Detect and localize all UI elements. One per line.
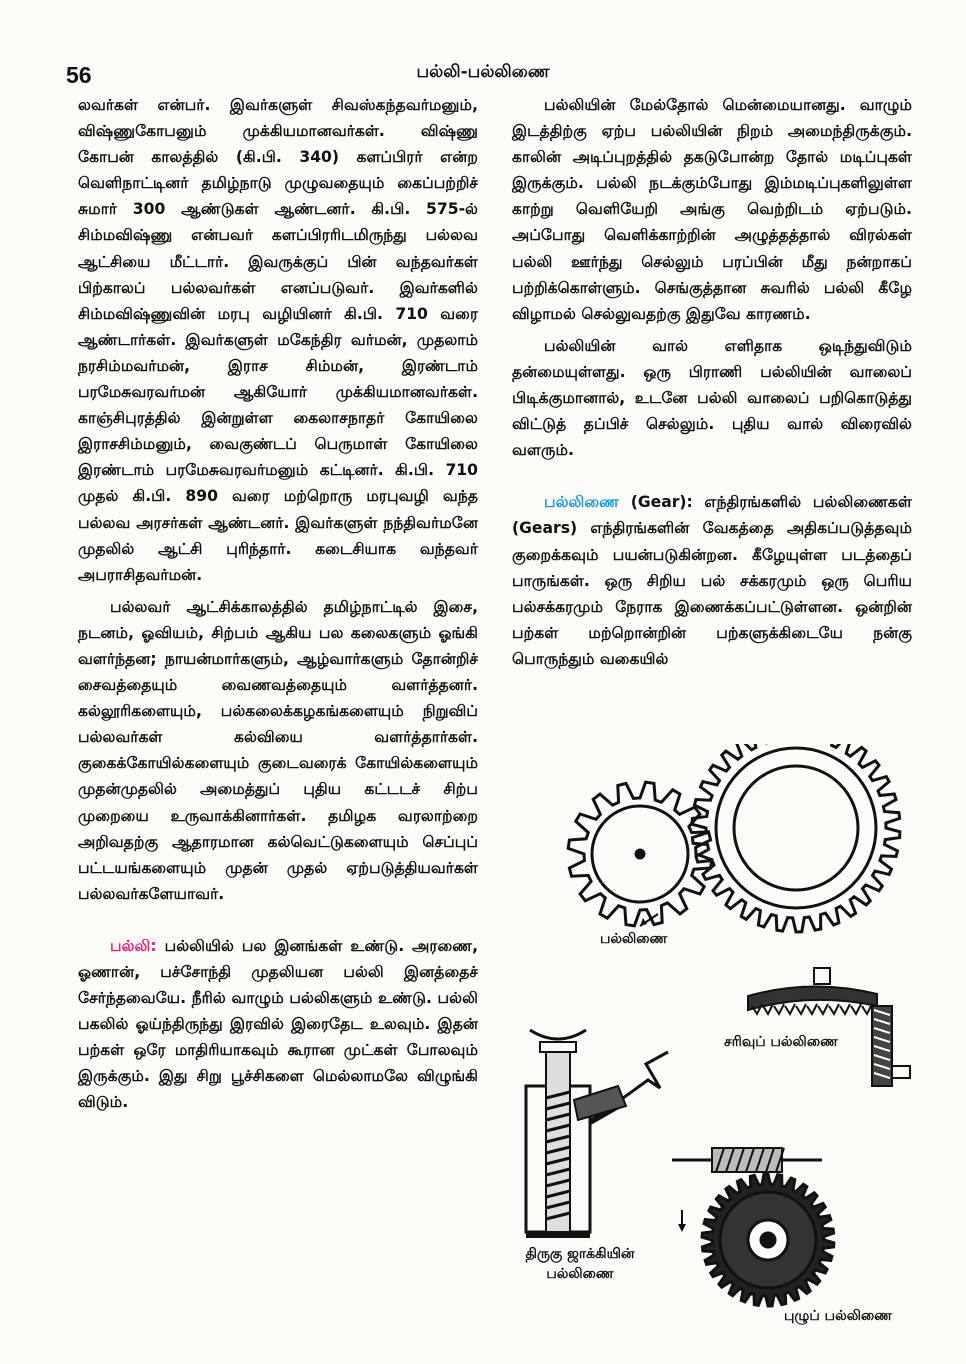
left-column — [78, 92, 478, 1116]
running-head: பல்லி-பல்லிணை — [416, 62, 550, 82]
gear-plural: பல்லிணைகள் (Gears) — [512, 493, 912, 538]
worm-gear-illustration — [672, 1138, 852, 1308]
paragraph: பல்லியின் மேல்தோல் மென்மையானது. வாழும் இடத்திற்கு ஏற்ப பல்லியின் நிறம் அமைந்திருக்கும். காலின் அடிப்புறத்தில் தகடுபோன்ற தோல் மடிப்புகள் இருக்கும். பல்லி நடக்கும்போது இம்மடிப்புகளிலுள்ள காற்று வெளியேறி அங்கு வெற்றிடம் ஏற்படும். அப்போது வெளிக்காற்றின் அழுத்தத்தால் விரல்கள் பல்லி ஊர்ந்து செல்லும் பரப்பின் மீது நன்றாகப் பற்றிக்கொள்ளும். செங்குத்தான சுவரில் பல்லி கீழே விழாமல் செல்லுவதற்கு இதுவே காரணம். — [512, 96, 912, 323]
worm-gear-caption: புழுப் பல்லிணை — [784, 1308, 893, 1324]
bevel-gear-caption: சரிவுப் பல்லிணை — [724, 1034, 838, 1050]
palli-term: பல்லி: — [110, 936, 157, 955]
paragraph: லவர்கள் என்பர். இவர்களுள் சிவஸ்கந்தவர்மனும், விஷ்ணுகோபனும் முக்கியமானவர்கள். விஷ்ணு கோபன் காலத்தில் (கி.பி. 340) களப்பிரர் என்ற வெளிநாட்டினர் தமிழ்நாடு முழுவதையும் கைப்பற்றிச் சுமார் 300 ஆண்டுகள் ஆண்டனர். கி.பி. 575-ல் சிம்மவிஷ்ணு என்பவர் களப்பிரரிடமிருந்து பல்லவ ஆட்சியை மீட்டார். இவருக்குப் பின் வந்தவர்கள் பிற்காலப் பல்லவர்கள் எனப்படுவர். இவர்களில் சிம்மவிஷ்ணுவின் மரபு வழியினர் கி.பி. 710 வரை ஆண்டார்கள். இவர்களுள் மகேந்திர வர்மன், முதலாம் நரசிம்மவர்மன், இராச சிம்மன், இரண்டாம் பரமேசுவரவர்மன் ஆகியோர் முக்கியமானவர்கள். காஞ்சிபுரத்தில் இன்றுள்ள கைலாசநாதர் கோயிலை இராசசிம்மனும், வைகுண்டப் பெருமாள் கோயிலை இரண்டாம் பரமேசுவரவர்மனும் கட்டினர். கி.பி. 710 முதல் கி.பி. 890 வரை மற்றொரு மரபுவழி வந்த பல்லவ அரசர்கள் ஆண்டனர். இவர்களுள் நந்திவர்மனே முதலில் ஆட்சி புரிந்தார். கடைசியாக வந்தவர் அபராசிதவர்மன். — [78, 96, 478, 584]
bevel-gear-illustration — [742, 966, 912, 1096]
page-number: 56 — [66, 62, 92, 88]
palli-text: பல்லியில் பல இனங்கள் உண்டு. அரணை, ஓணான், பச்சோந்தி முதலியன பல்லி இனத்தைச் சேர்ந்தவையே. நீரில் வாழும் பல்லிகளும் உண்டு. பல்லி பகலில் ஓய்ந்திருந்து இரவில் இரைதேட உலவும். இதன் பற்கள் ஒரே மாதிரியாகவும் கூரான முட்கள் போலவும் இருக்கும். இது சிறு பூச்சிகளை மெல்லாமலே விழுங்கி விடும். — [78, 936, 478, 1112]
gear-term: பல்லிணை — [544, 493, 620, 512]
spur-gear-caption: பல்லிணை — [600, 931, 668, 947]
screw-jack-caption — [520, 1244, 640, 1284]
gear-entry — [512, 489, 912, 672]
gear-text: எந்திரங்களில் — [704, 493, 802, 512]
screw-jack-illustration — [518, 1022, 678, 1242]
screw-jack-caption-line1: திருகு ஜாக்கியின் — [525, 1246, 635, 1262]
paragraph: பல்லவர் ஆட்சிக்காலத்தில் தமிழ்நாட்டில் இசை, நடனம், ஓவியம், சிற்பம் ஆகிய பல கலைகளும் ஓங்கி வளர்ந்தன; நாயன்மார்களும், ஆழ்வார்களும் தோன்றிச் சைவத்தையும் வைணவத்தையும் வளர்த்தனர். கல்லூரிகளையும், பல்கலைக்கழகங்களையும் நிறுவிப் பல்லவர்கள் கல்வியை வளர்த்தார்கள். குகைக்கோயில்களையும் குடைவரைக் கோயில்களையும் முதன்முதலில் அமைத்துப் புதிய கட்டடச் சிற்ப முறையை உருவாக்கினார்கள். தமிழக வரலாற்றை அறிவதற்கு ஆதாரமான கல்வெட்டுகளையும் செப்புப் பட்டயங்களையும் முதன் முதல் ஏற்படுத்தியவர்கள் பல்லவர்களேயாவர். — [78, 597, 478, 903]
paragraph: பல்லியின் வால் எளிதாக ஒடிந்துவிடும் தன்மையுள்ளது. ஒரு பிராணி பல்லியின் வாலைப் பிடிக்குமானால், உடனே பல்லி வாலைப் பறிகொடுத்து விட்டுத் தப்பிச் செல்லும். புதிய வால் விரைவில் வளரும். — [512, 336, 912, 460]
screw-jack-caption-line2: பல்லிணை — [546, 1266, 614, 1282]
right-column — [512, 92, 912, 672]
gear-term-en: (Gear): — [630, 493, 693, 512]
spur-gears-illustration — [556, 744, 916, 944]
gear-text: எந்திரங்களின் வேகத்தை அதிகப்படுத்தவும் குறைக்கவும் பயன்படுகின்றன. கீழேயுள்ள படத்தைப் பாருங்கள். ஒரு சிறிய பல் சக்கரமும் ஒரு பெரிய பல்சக்கரமும் நேராக இணைக்கப்பட்டுள்ளன. ஒன்றின் பற்கள் மற்றொன்றின் பற்களுக்கிடையே நன்கு பொருந்தும் வகையில் — [512, 519, 912, 668]
palli-entry — [78, 933, 478, 1116]
